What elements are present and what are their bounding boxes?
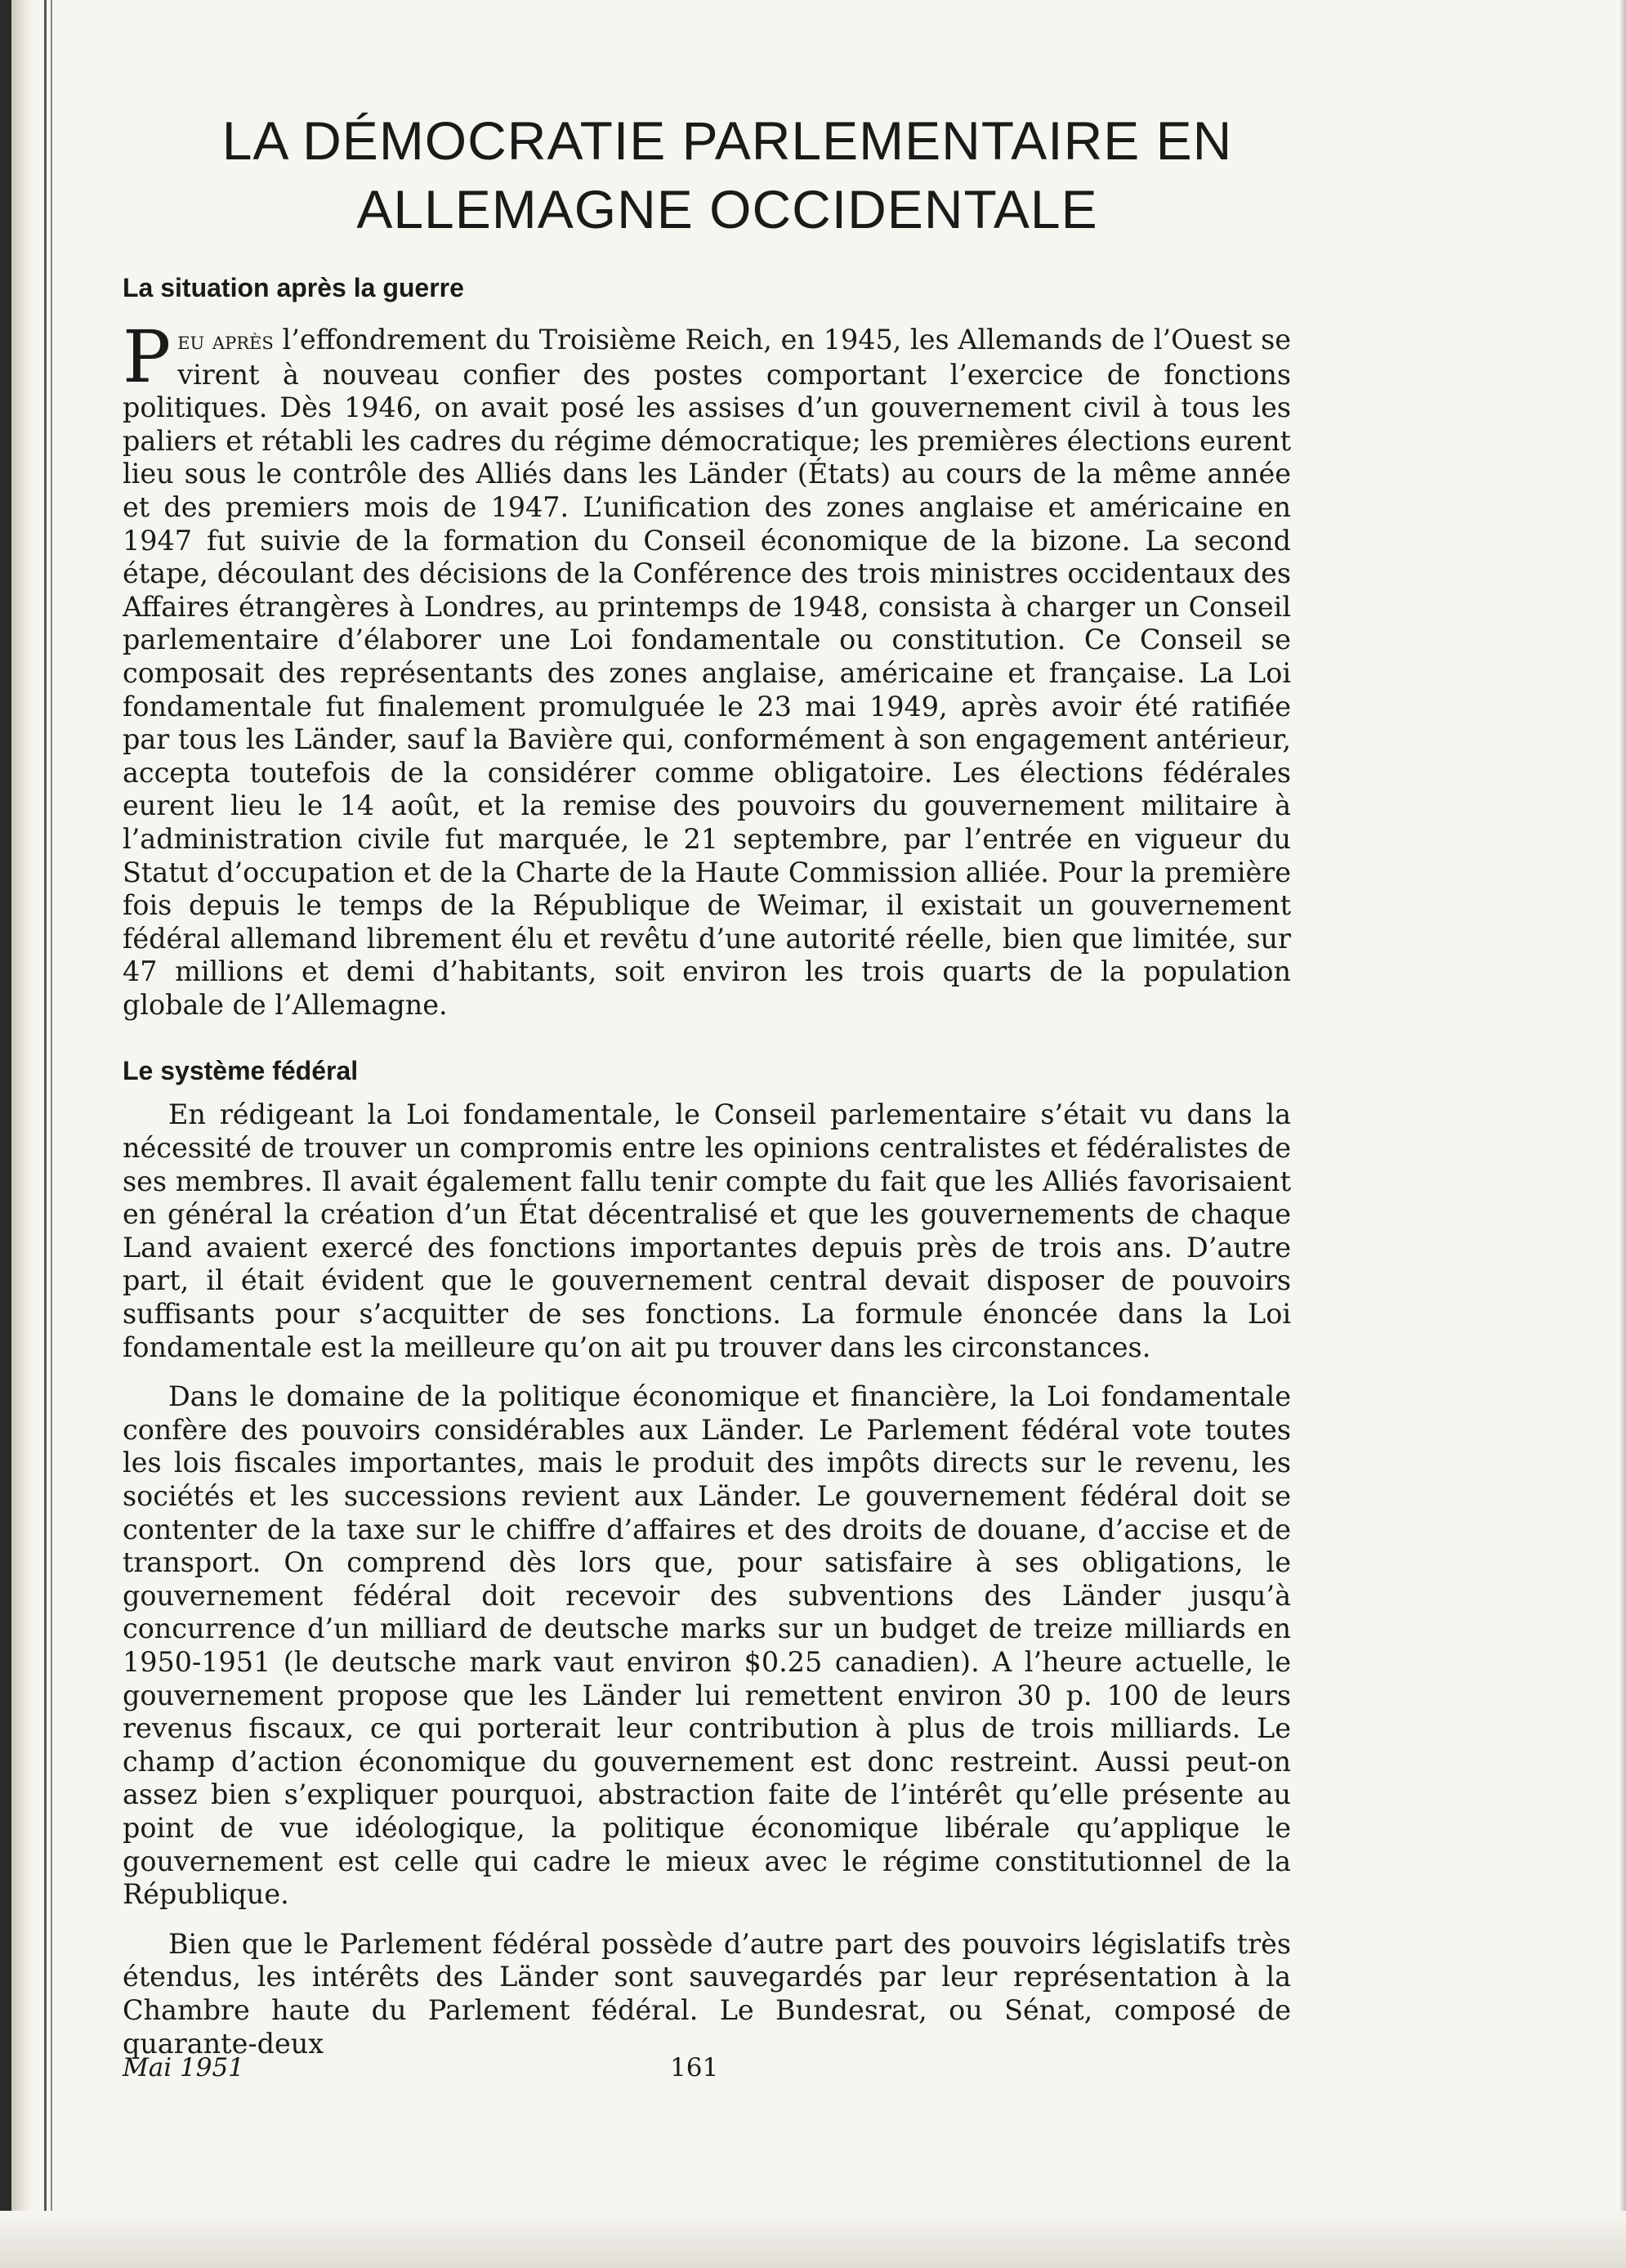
page-bottom-edge [0,2211,1626,2268]
drop-cap: P [123,315,172,399]
opening-small-caps: eu après [177,327,274,356]
section-heading-situation: La situation après la guerre [123,273,464,302]
section-heading-federal-system: Le système fédéral [123,1056,359,1086]
binding-rule [44,0,47,2268]
paragraph-text: l’effondrement du Troisième Reich, en 1945, les Allemands de l’Ouest se virent à nouveau confier des postes comportant l’exercice de fonctions politiques. Dès 1946, on avait posé les assises d’un gouvernement civil à tous les paliers et rétabli les cadres du régime démocratique; les premières élections eurent lieu sous le contrôle des Alliés dans les Länder (États) au cours de la même année et des premiers mois de 1947. L’unification des zones anglaise et américaine en 1947 fut suivie de la formation du Conseil économique de la bizone. La second étape, découlant des décisions de la Conférence des trois ministres occidentaux des Affaires étrangères à Londres, au printemps de 1948, consista à charger un Conseil parlementaire d’élaborer une Loi fondamentale ou constitution. Ce Conseil se composait des représentants des zones anglaise, américaine et française. La Loi fondamentale fut finalement promulguée le 23 mai 1949, après avoir été ratifiée par tous les Länder, sauf la Bavière qui, conformément à son engagement antérieur, accepta toutefois de la considérer comme obligatoire. Les élections fédérales eurent lieu le 14 août, et la remise des pouvoirs du gouvernement militaire à l’administration civile fut marquée, le 21 septembre, par l’entrée en vigueur du Statut d’occupation et de la Charte de la Haute Commission alliée. Pour la première fois depuis le temps de la République de Weimar, il existait un gouvernement fédéral allemand librement élu et revêtu d’une autorité réelle, bien que limitée, sur 47 millions et demi d’habitants, soit environ les trois quarts de la population globale de l’Allemagne. [123,324,1292,1021]
footer-date: Mai 1951 [123,2053,244,2082]
article [106,106,1291,2060]
binding-rule-inner [51,0,52,2268]
title-line-2: ALLEMAGNE OCCIDENTALE [356,179,1098,239]
title-line-1: LA DÉMOCRATIE PARLEMENTAIRE EN [221,110,1233,171]
paragraph-federal-1: En rédigeant la Loi fondamentale, le Conseil parlementaire s’était vu dans la nécessité de trouver un compromis entre les opinions centralistes et fédéralistes de ses membres. Il avait également fallu tenir compte du fait que les Alliés favorisaient en général la création d’un État décentralisé et que les gouvernements de chaque Land avaient exercé des fonctions importantes depuis près de trois ans. D’autre part, il était évident que le gouvernement central devait disposer de pouvoirs suffisants pour s’acquitter de ses fonctions. La formule énoncée dans la Loi fondamentale est la meilleure qu’on ait pu trouver dans les circonstances. [123,1098,1291,1363]
paragraph-situation [106,315,1292,1022]
paragraph-federal-2: Dans le domaine de la politique économique et financière, la Loi fondamentale confère des pouvoirs considérables aux Länder. Le Parlement fédéral vote toutes les lois fiscales importantes, mais le produit des impôts directs sur le revenu, les sociétés et les successions revient aux Länder. Le gouvernement fédéral doit se contenter de la taxe sur le chiffre d’affaires et des droits de douane, d’accise et de transport. On comprend dès lors que, pour satisfaire à ses obligations, le gouvernement fédéral doit recevoir des subventions des Länder jusqu’à concurrence d’un milliard de deutsche marks sur un budget de treize milliards en 1950-1951 (le deutsche mark vaut environ $0.25 canadien). A l’heure actuelle, le gouvernement propose que les Länder lui remettent environ 30 p. 100 de leurs revenus fiscaux, ce qui porterait leur contribution à plus de trois milliards. Le champ d’action économique du gouvernement est donc restreint. Aussi peut-on assez bien s’expliquer pourquoi, abstraction faite de l’intérêt qu’elle présente au point de vue idéologique, la politique économique libérale qu’applique le gouvernement est celle qui cadre le mieux avec le régime constitutionnel de la République. [123,1380,1291,1911]
article-title [106,106,1291,244]
paragraph-federal-3: Bien que le Parlement fédéral possède d’autre part des pouvoirs législatifs très étendus, les intérêts des Länder sont sauvegardés par leur représentation à la Chambre haute du Parlement fédéral. Le Bundesrat, ou Sénat, composé de quarante-deux [123,1927,1291,2060]
page-number: 161 [670,2053,719,2082]
page-footer [123,2053,1275,2086]
page-right-edge [1619,0,1626,2268]
binding-edge [0,0,33,2268]
